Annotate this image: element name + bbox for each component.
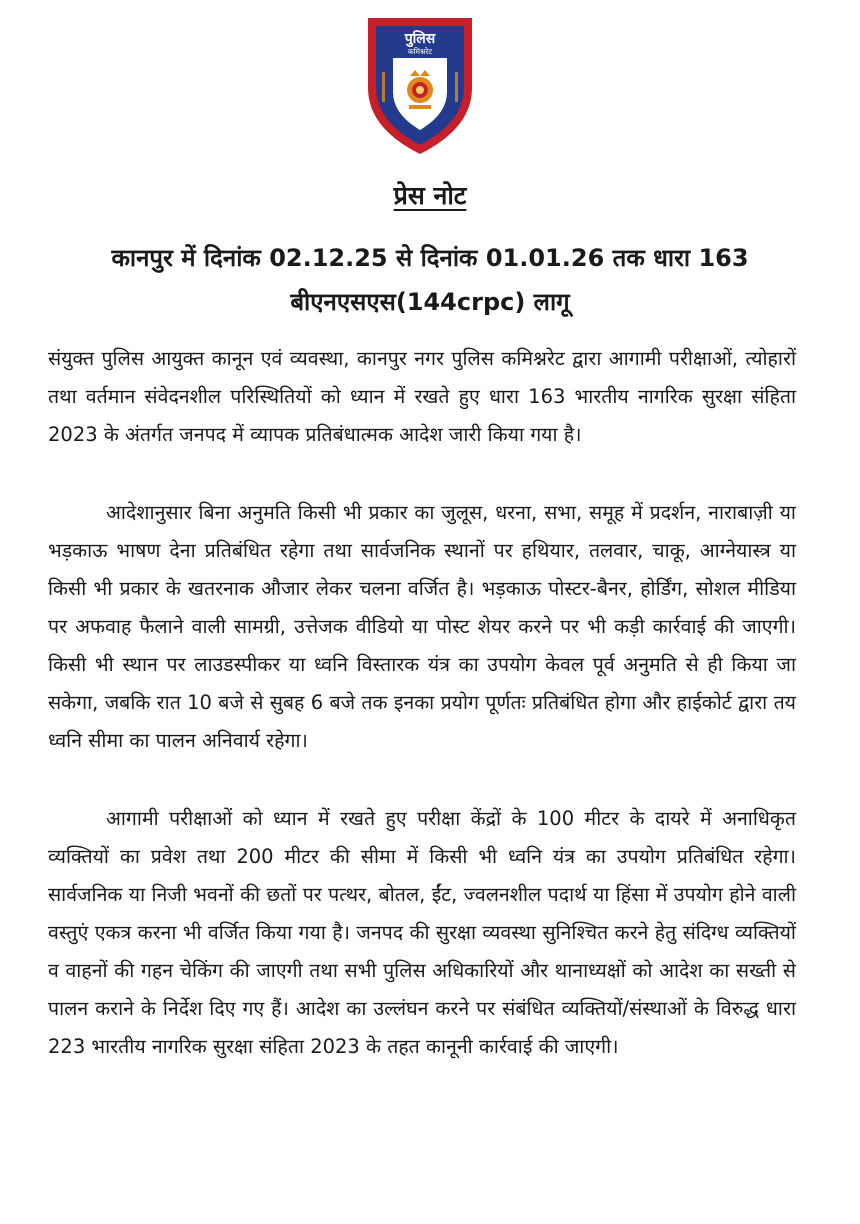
paragraph-2: आदेशानुसार बिना अनुमति किसी भी प्रकार का जुलूस, धरना, सभा, समूह में प्रदर्शन, नाराबाज़ी या भड़काऊ भाषण देना प्रतिबंधित रहेगा तथा सार्वजनिक स्थानों पर हथियार, तलवार, चाकू, आग्नेयास्त्र या किसी भी प्रकार के खतरनाक औजार लेकर चलना वर्जित है। भड़काऊ पोस्टर-बैनर, होर्डिंग, सोशल मीडिया पर अफवाह फैलाने वाली सामग्री, उत्तेजक वीडियो या पोस्ट शेयर करने पर भी कड़ी कार्रवाई की जाएगी। किसी भी स्थान पर लाउडस्पीकर या ध्वनि विस्तारक यंत्र का उपयोग केवल पूर्व अनुमति से ही किया जा सकेगा, जबकि रात 10 बजे से सुबह 6 बजे तक इनका प्रयोग पूर्णतः प्रतिबंधित होगा और हाईकोर्ट द्वारा तय ध्वनि सीमा का पालन अनिवार्य रहेगा। xyxy=(48,501,796,752)
body-text xyxy=(48,340,796,1106)
press-note-title: प्रेस नोट xyxy=(393,181,467,210)
police-badge-logo xyxy=(360,10,480,158)
paragraph-3: आगामी परीक्षाओं को ध्यान में रखते हुए परीक्षा केंद्रों के 100 मीटर के दायरे में अनाधिकृत व्यक्तियों का प्रवेश तथा 200 मीटर की सीमा में किसी भी ध्वनि यंत्र का उपयोग प्रतिबंधित रहेगा। सार्वजनिक या निजी भवनों की छतों पर पत्थर, बोतल, ईंट, ज्वलनशील पदार्थ या हिंसा में उपयोग होने वाली वस्तुएं एकत्र करना भी वर्जित किया गया है। जनपद की सुरक्षा व्यवस्था सुनिश्चित करने हेतु संदिग्ध व्यक्तियों व वाहनों की गहन चेकिंग की जाएगी तथा सभी पुलिस अधिकारियों और थानाध्यक्षों को आदेश का सख्ती से पालन कराने के निर्देश दिए गए हैं। आदेश का उल्लंघन करने पर संबंधित व्यक्तियों/संस्थाओं के विरुद्ध धारा 223 भारतीय नागरिक सुरक्षा संहिता 2023 के तहत कानूनी कार्रवाई की जाएगी। xyxy=(48,807,796,1058)
headline-line-1: कानपुर में दिनांक 02.12.25 से दिनांक 01.01.26 तक धारा 163 xyxy=(111,244,749,272)
police-shield-icon xyxy=(360,10,480,158)
paragraph-1: संयुक्त पुलिस आयुक्त कानून एवं व्यवस्था, कानपुर नगर पुलिस कमिश्नरेट द्वारा आगामी परीक्षाओं, त्योहारों तथा वर्तमान संवेदनशील परिस्थितियों को ध्यान में रखते हुए धारा 163 भारतीय नागरिक सुरक्षा संहिता 2023 के अंतर्गत जनपद में व्यापक प्रतिबंधात्मक आदेश जारी किया गया है। xyxy=(48,347,796,446)
headline-line-2: बीएनएसएस(144crpc) लागू xyxy=(290,288,570,316)
svg-text:कमिश्नरेट: कमिश्नरेट xyxy=(407,47,433,56)
headline xyxy=(60,236,800,324)
svg-text:पुलिस: पुलिस xyxy=(404,31,436,47)
